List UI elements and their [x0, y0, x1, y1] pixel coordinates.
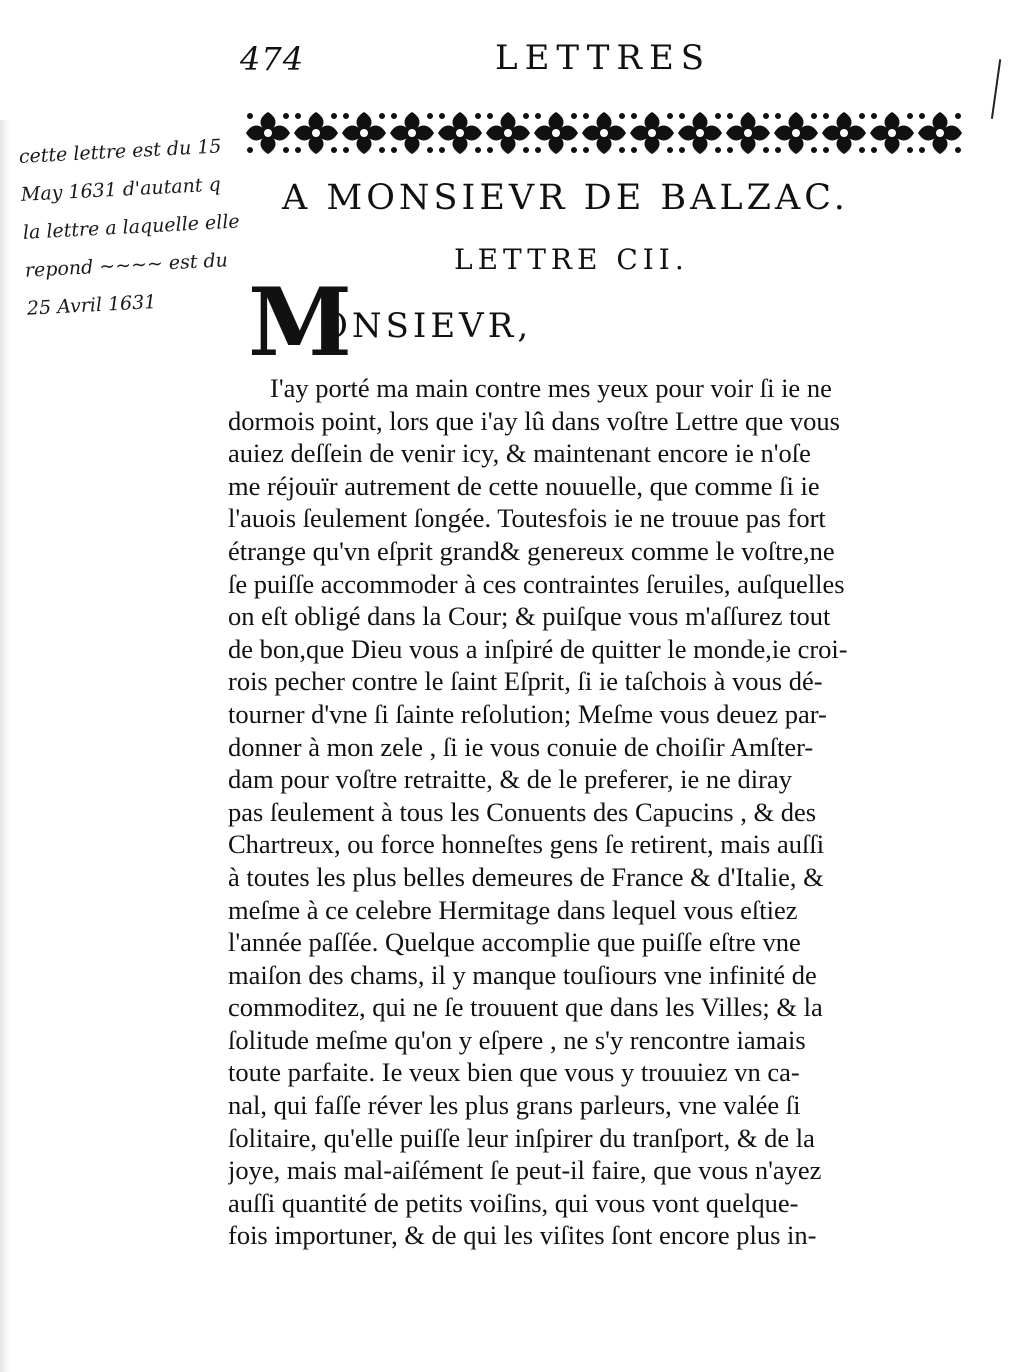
drop-cap-initial: M	[248, 268, 353, 378]
body-line: commoditez, qui ne ſe trouuent que dans les Villes; & la	[228, 992, 823, 1023]
body-line: pas ſeulement à tous les Conuents des Capucins , & des	[228, 796, 817, 827]
page-corner-mark	[991, 59, 1015, 121]
margin-note-line: la lettre a laquelle elle	[22, 210, 241, 244]
body-line: ſolitaire, qu'elle puiſſe leur inſpirer du tranſport, & de la	[228, 1122, 815, 1153]
margin-note-line: 25 Avril 1631	[26, 291, 157, 320]
margin-note-line: cette lettre est du 15	[18, 135, 222, 168]
body-line: l'auois ſeulement ſongée. Toutesfois ie ne trouue pas fort	[228, 503, 826, 534]
body-line: fois importuner, & de qui les viſites ſont encore plus in-	[228, 1220, 817, 1251]
letter-number: LETTRE CII.	[454, 243, 689, 276]
body-line: donner à mon zele , ſi ie vous conuie de choiſir Amſter-	[228, 731, 814, 762]
body-line: étrange qu'vn eſprit grand& genereux comme le voſtre,ne	[228, 535, 835, 566]
margin-note-line: repond ~~~~ est du	[24, 249, 229, 282]
running-head: LETTRES	[495, 38, 712, 78]
body-line: on eſt obligé dans la Cour; & puiſque vous m'aſſurez tout	[228, 601, 831, 632]
letter-body	[228, 372, 968, 1252]
body-line: dormois point, lors que i'ay lû dans voſtre Lettre que vous	[228, 405, 840, 436]
body-line: auſſi quantité de petits voiſins, qui vous vont quelque-	[228, 1187, 799, 1218]
body-line: maiſon des chams, il y manque touſiours vne infinité de	[228, 959, 817, 990]
body-line: toute parfaite. Ie veux bien que vous y trouuiez vn ca-	[228, 1057, 800, 1088]
body-line: Chartreux, ou force honneſtes gens ſe retirent, mais auſſi	[228, 829, 825, 860]
body-line: me réjouïr autrement de cette nouuelle, que comme ſi ie	[228, 470, 820, 501]
body-line: ſe puiſſe accommoder à ces contraintes ſeruiles, auſquelles	[228, 568, 845, 599]
body-line: rois pecher contre le ſaint Eſprit, ſi ie taſchois à vous dé-	[228, 666, 823, 697]
body-line: l'année paſſée. Quelque accomplie que puiſſe eſtre vne	[228, 927, 801, 958]
fleuron-ornament-icon	[244, 108, 966, 158]
body-line: à toutes les plus belles demeures de France & d'Italie, &	[228, 861, 824, 892]
body-line: nal, qui faſſe réver les plus grans parleurs, vne valée ſi	[228, 1090, 801, 1121]
body-line: ſolitude meſme qu'on y eſpere , ne s'y rencontre iamais	[228, 1024, 806, 1055]
body-line: de bon,que Dieu vous a inſpiré de quitter le monde,ie croi-	[228, 633, 848, 664]
margin-note-line: May 1631 d'autant q	[20, 173, 222, 206]
page-number: 474	[240, 40, 305, 78]
body-line: joye, mais mal-aiſément ſe peut-il faire, que vous n'ayez	[228, 1155, 822, 1186]
body-line: auiez deſſein de venir icy, & maintenant encore ie n'oſe	[228, 438, 811, 469]
salutation: ONSIEVR,	[320, 306, 533, 346]
body-line: I'ay porté ma main contre mes yeux pour voir ſi ie ne	[270, 373, 832, 403]
ornament-band	[244, 108, 966, 158]
body-line: meſme à ce celebre Hermitage dans lequel vous eſtiez	[228, 894, 798, 925]
letter-title: A MONSIEVR DE BALZAC.	[282, 178, 849, 218]
page-edge-shadow	[0, 120, 10, 1372]
body-line: dam pour voſtre retraitte, & de le preferer, ie ne diray	[228, 764, 793, 795]
body-line: tourner d'vne ſi ſainte reſolution; Meſme vous deuez par-	[228, 698, 827, 729]
